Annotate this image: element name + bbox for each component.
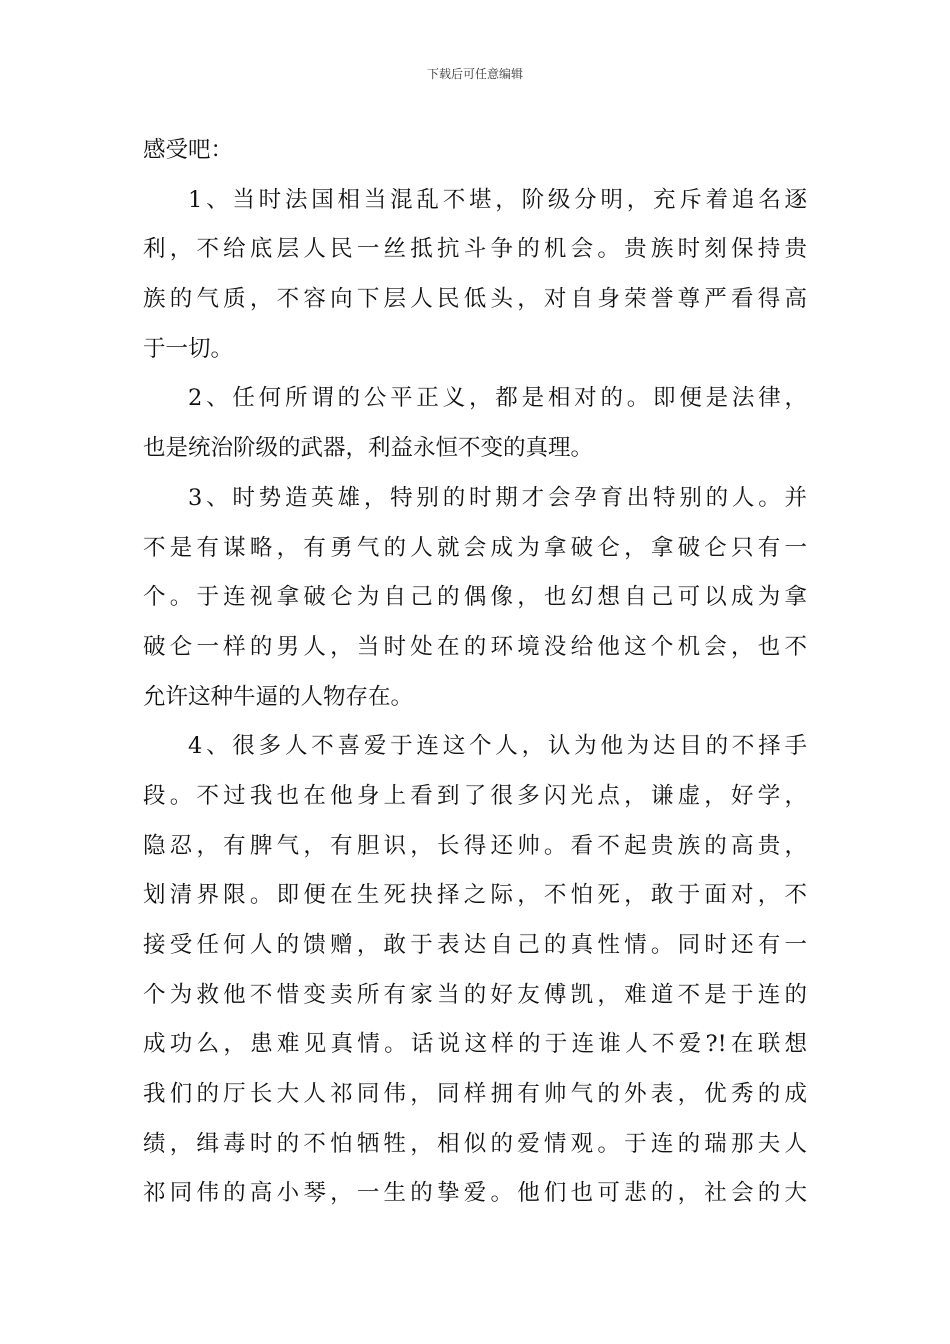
paragraph-4-line: 个为救他不惜变卖所有家当的好友傅凯，难道不是于连的 xyxy=(143,981,807,1008)
document-body xyxy=(143,126,807,1336)
paragraph-4-line: 划清界限。即便在生死抉择之际，不怕死，敢于面对，不 xyxy=(143,882,807,909)
paragraph-4-line: 我们的厅长大人祁同伟，同样拥有帅气的外表，优秀的成 xyxy=(143,1081,807,1108)
paragraph-1-line: 利，不给底层人民一丝抵抗斗争的机会。贵族时刻保持贵 xyxy=(143,236,807,263)
paragraph-3-line: 不是有谋略，有勇气的人就会成为拿破仑，拿破仑只有一 xyxy=(143,534,807,561)
paragraph-4-line: 段。不过我也在他身上看到了很多闪光点，谦虚，好学， xyxy=(143,782,807,809)
text-line: 感受吧： xyxy=(143,137,234,163)
paragraph-2-line: 也是统治阶级的武器，利益永恒不变的真理。 xyxy=(143,435,594,462)
paragraph-1-line: 1、当时法国相当混乱不堪，阶级分明，充斥着追名逐 xyxy=(188,186,807,213)
paragraph-3-line: 个。于连视拿破仑为自己的偶像，也幻想自己可以成为拿 xyxy=(143,584,807,611)
page-header: 下载后可任意编辑 xyxy=(426,67,523,81)
paragraph-4-line: 绩，缉毒时的不怕牺牲，相似的爱情观。于连的瑞那夫人 xyxy=(143,1130,807,1157)
paragraph-4-line: 4、很多人不喜爱于连这个人，认为他为达目的不择手 xyxy=(188,733,807,760)
paragraph-3-line: 破仑一样的男人，当时处在的环境没给他这个机会，也不 xyxy=(143,633,807,660)
paragraph-1-line: 族的气质，不容向下层人民低头，对自身荣誉尊严看得高 xyxy=(143,286,807,313)
paragraph-4-line: 隐忍，有脾气，有胆识，长得还帅。看不起贵族的高贵， xyxy=(143,832,807,859)
paragraph-1-line: 于一切。 xyxy=(143,335,234,362)
paragraph-4-line: 成功么，患难见真情。话说这样的于连谁人不爱?!在联想 xyxy=(143,1031,807,1058)
paragraph-3-line: 允许这种牛逼的人物存在。 xyxy=(143,683,414,710)
paragraph-4-line: 接受任何人的馈赠，敢于表达自己的真性情。同时还有一 xyxy=(143,932,807,958)
paragraph-4-line: 祁同伟的高小琴，一生的挚爱。他们也可悲的，社会的大 xyxy=(143,1180,807,1207)
paragraph-3-line: 3、时势造英雄，特别的时期才会孕育出特别的人。并 xyxy=(188,484,807,511)
paragraph-2-line: 2、任何所谓的公平正义，都是相对的。即便是法律， xyxy=(188,385,807,412)
